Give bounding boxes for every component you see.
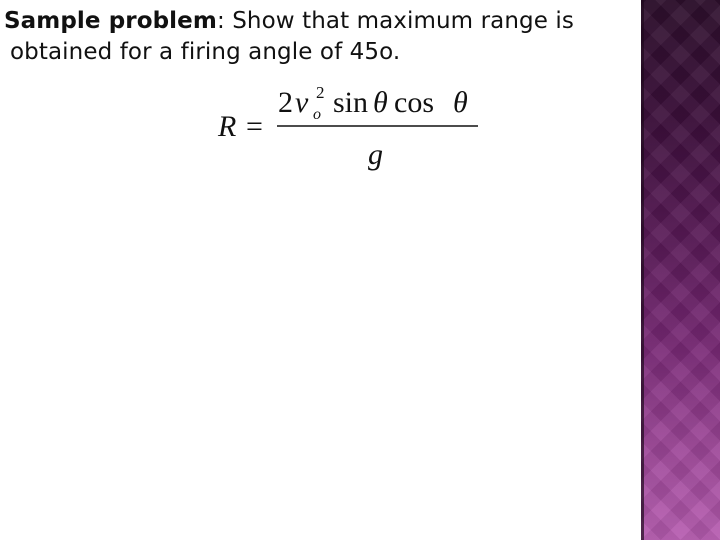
problem-statement bbox=[4, 6, 634, 68]
decorative-sidebar bbox=[641, 0, 720, 540]
problem-colon: : bbox=[216, 8, 225, 34]
formula-cos: cos bbox=[394, 86, 434, 119]
problem-line-1: Show that maximum range is bbox=[224, 8, 574, 34]
formula-subscript: o bbox=[313, 106, 321, 123]
formula-svg bbox=[210, 82, 500, 182]
problem-heading: Sample problem bbox=[4, 8, 217, 34]
formula-equals: = bbox=[246, 110, 263, 143]
formula-theta-2: θ bbox=[453, 86, 468, 119]
formula-lhs: R bbox=[218, 110, 237, 143]
sidebar-edge bbox=[641, 0, 644, 540]
formula-sin: sin bbox=[333, 86, 369, 119]
formula-coefficient: 2 bbox=[278, 86, 293, 119]
formula-velocity: v bbox=[295, 86, 309, 119]
formula-theta-1: θ bbox=[373, 86, 388, 119]
range-formula bbox=[210, 82, 500, 182]
problem-line-2: obtained for a firing angle of 45o. bbox=[10, 39, 401, 65]
formula-superscript: 2 bbox=[316, 83, 325, 102]
formula-denominator: g bbox=[368, 138, 383, 171]
